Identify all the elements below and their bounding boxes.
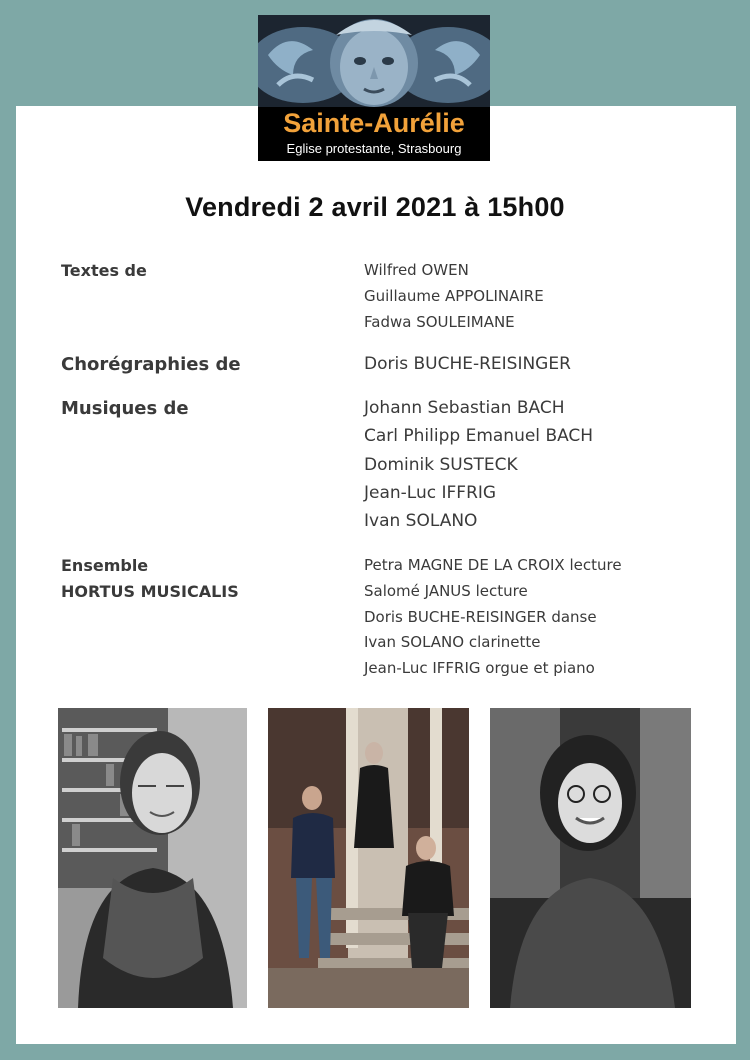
church-name: Sainte-Aurélie bbox=[283, 108, 465, 138]
church-logo bbox=[258, 15, 490, 161]
textes-name: Fadwa SOULEIMANE bbox=[364, 313, 515, 331]
musiques-name: Dominik SUSTECK bbox=[364, 455, 518, 475]
choregraphies-name: Doris BUCHE-REISINGER bbox=[364, 354, 571, 374]
church-subtitle: Eglise protestante, Strasbourg bbox=[286, 141, 462, 156]
portrait-photo-left bbox=[58, 708, 247, 1008]
choregraphies-label: Chorégraphies de bbox=[61, 354, 241, 375]
ensemble-member: Jean-Luc IFFRIG orgue et piano bbox=[364, 659, 595, 677]
textes-label: Textes de bbox=[61, 261, 147, 280]
cherub-sculpture-image bbox=[258, 15, 490, 107]
textes-name: Wilfred OWEN bbox=[364, 261, 469, 279]
ensemble-label: Ensemble bbox=[61, 556, 149, 575]
musiques-name: Ivan SOLANO bbox=[364, 511, 478, 531]
ensemble-member: Petra MAGNE DE LA CROIX lecture bbox=[364, 556, 622, 574]
portrait-photo-right bbox=[490, 708, 691, 1008]
textes-name: Guillaume APPOLINAIRE bbox=[364, 287, 544, 305]
ensemble-member: Salomé JANUS lecture bbox=[364, 582, 528, 600]
ensemble-group-photo bbox=[268, 708, 469, 1008]
musiques-name: Jean-Luc IFFRIG bbox=[364, 483, 497, 503]
event-date: Vendredi 2 avril 2021 à 15h00 bbox=[185, 192, 565, 222]
ensemble-member: Doris BUCHE-REISINGER danse bbox=[364, 608, 597, 626]
ensemble-name: HORTUS MUSICALIS bbox=[61, 582, 239, 601]
musiques-label: Musiques de bbox=[61, 398, 189, 419]
ensemble-member: Ivan SOLANO clarinette bbox=[364, 633, 541, 651]
musiques-name: Johann Sebastian BACH bbox=[364, 398, 565, 418]
musiques-name: Carl Philipp Emanuel BACH bbox=[364, 426, 594, 446]
